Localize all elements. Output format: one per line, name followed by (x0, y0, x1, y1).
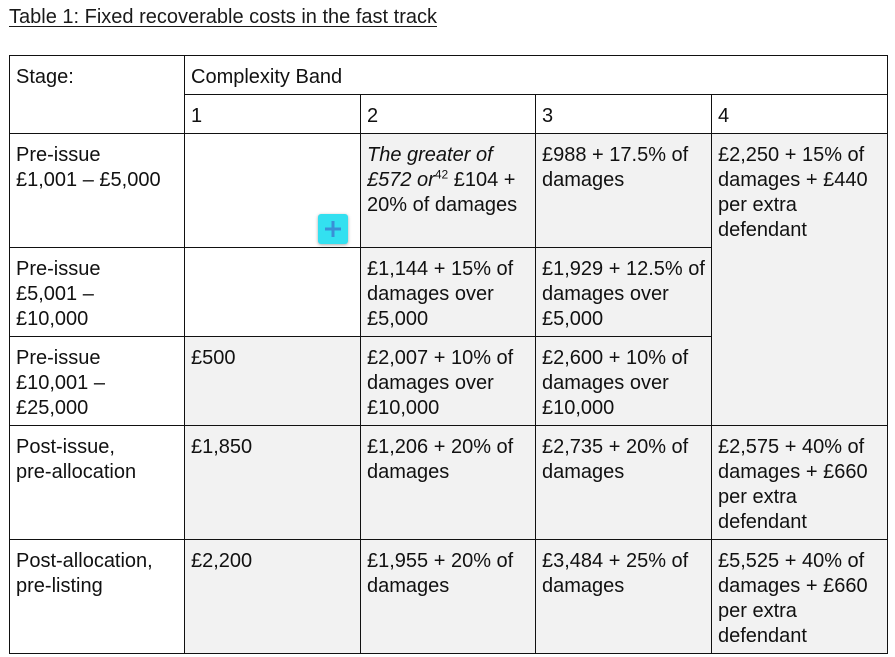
stage-range: £25,000 (16, 397, 89, 419)
table-row (10, 426, 888, 540)
stage-label: Post-issue, (16, 436, 115, 458)
stage-label: Post-allocation, (16, 550, 153, 572)
stage-label: Pre-issue (16, 258, 101, 280)
stage-cell (10, 248, 185, 337)
band-column-1: 1 (185, 95, 361, 134)
stage-label: pre-allocation (16, 461, 137, 483)
band3-cell: £2,600 + 10% of damages over £10,000 (536, 337, 712, 426)
stage-label: pre-listing (16, 575, 103, 597)
stage-header: Stage: (10, 56, 185, 134)
stage-cell (10, 134, 185, 248)
band-column-4: 4 (712, 95, 888, 134)
band3-cell: £3,484 + 25% of damages (536, 540, 712, 654)
band-column-2: 2 (361, 95, 536, 134)
band4-cell: £5,525 + 40% of damages + £660 per extra defendant (712, 540, 888, 654)
band3-cell: £1,929 + 12.5% of damages over £5,000 (536, 248, 712, 337)
stage-range: £10,001 – (16, 372, 105, 394)
complexity-band-header: Complexity Band (185, 56, 888, 95)
band2-cell (361, 134, 536, 248)
stage-label: Pre-issue (16, 144, 101, 166)
stage-cell (10, 426, 185, 540)
stage-range: £5,001 – (16, 283, 94, 305)
band-column-3: 3 (536, 95, 712, 134)
band2-cell: £1,144 + 15% of damages over £5,000 (361, 248, 536, 337)
band1-cell: £500 (185, 337, 361, 426)
band2-cell: £1,955 + 20% of damages (361, 540, 536, 654)
plus-icon (323, 219, 343, 239)
add-row-button[interactable] (318, 214, 348, 244)
table-caption: Table 1: Fixed recoverable costs in the fast track (9, 6, 437, 28)
table-row (10, 134, 888, 248)
band1-cell: £2,200 (185, 540, 361, 654)
band2-cell: £1,206 + 20% of damages (361, 426, 536, 540)
stage-range: £10,000 (16, 308, 89, 330)
band1-cell: £1,850 (185, 426, 361, 540)
fixed-costs-table (9, 55, 888, 654)
band4-cell: £2,575 + 40% of damages + £660 per extra defendant (712, 426, 888, 540)
stage-label: Pre-issue (16, 347, 101, 369)
stage-cell (10, 540, 185, 654)
stage-cell (10, 337, 185, 426)
band2-cell: £2,007 + 10% of damages over £10,000 (361, 337, 536, 426)
stage-range: £1,001 – £5,000 (16, 169, 161, 191)
band3-cell: £988 + 17.5% of damages (536, 134, 712, 248)
band2-italic-text: The greater of £572 or (367, 144, 493, 191)
footnote-ref[interactable]: 42 (434, 167, 449, 182)
band3-cell: £2,735 + 20% of damages (536, 426, 712, 540)
band2-rest-text: £104 + 20% of damages (367, 169, 518, 216)
band1-cell (185, 248, 361, 337)
table-row (10, 540, 888, 654)
band4-cell: £2,250 + 15% of damages + £440 per extra defendant (712, 134, 888, 426)
